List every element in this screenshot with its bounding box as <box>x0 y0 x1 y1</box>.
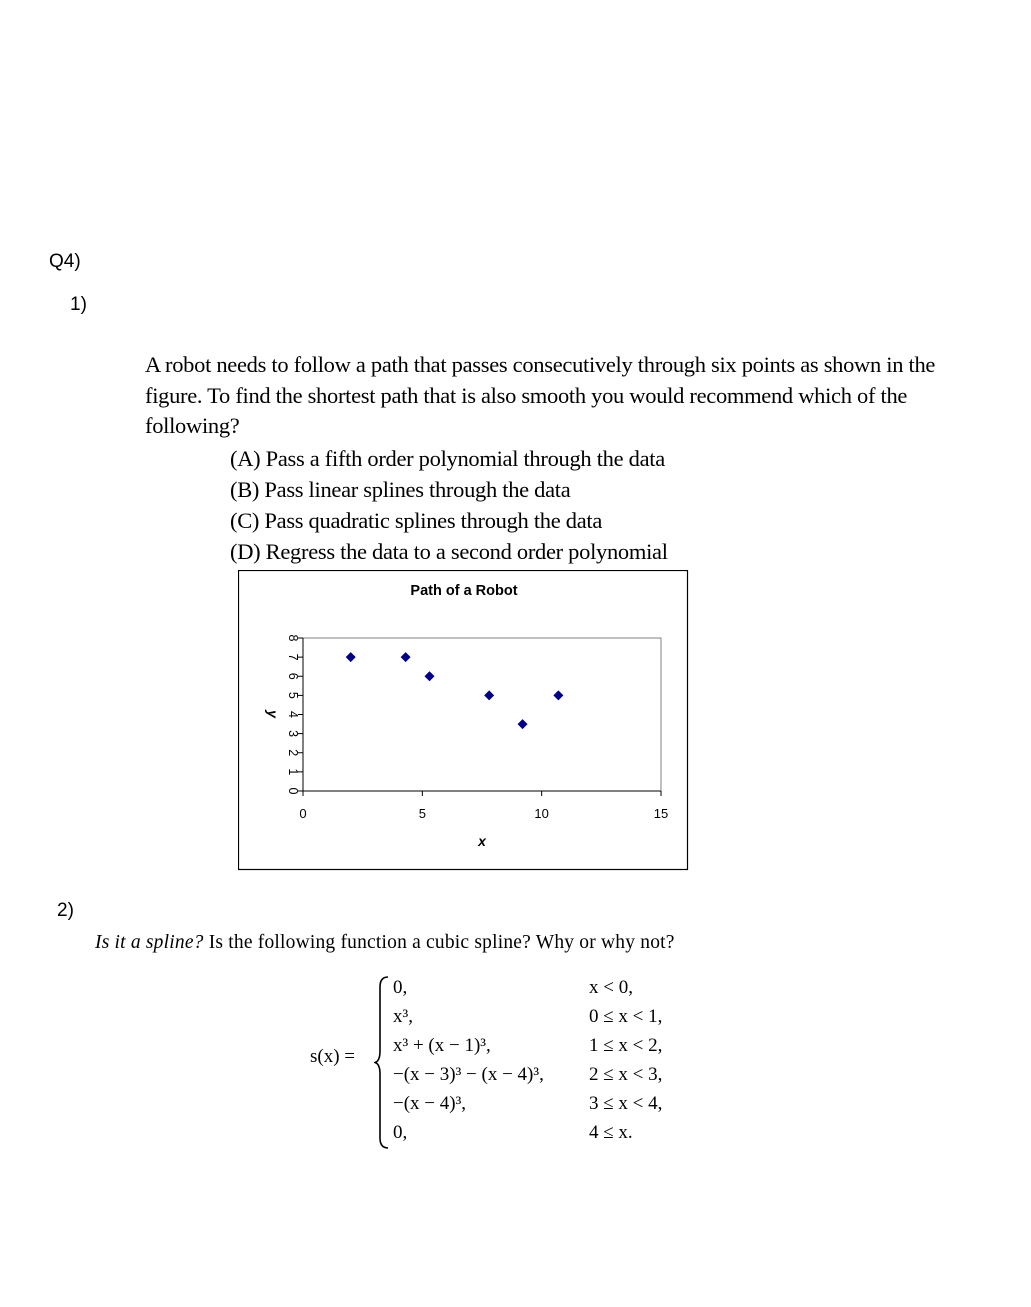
part-1-label: 1) <box>70 294 87 315</box>
y-ticks <box>286 635 303 795</box>
part-2-label: 2) <box>57 900 74 921</box>
part-2-prompt: Is the following function a cubic spline? Why or why not? <box>208 932 675 953</box>
part-2-title: Is it a spline? <box>95 932 204 953</box>
x-axis-label: x <box>478 833 486 849</box>
y-tick-label: 0 <box>286 787 300 795</box>
y-tick-label: 4 <box>286 711 300 718</box>
case-condition: 3 ≤ x < 4, <box>589 1093 663 1114</box>
y-tick-label: 2 <box>286 749 300 757</box>
chart-frame <box>239 571 688 870</box>
case-condition: 1 ≤ x < 2, <box>589 1035 663 1056</box>
robot-path-chart <box>238 570 690 877</box>
chart-title: Path of a Robot <box>410 583 518 599</box>
case-expr: x³ + (x − 1)³, <box>393 1035 491 1056</box>
option-c[interactable]: (C) Pass quadratic splines through the data <box>230 508 603 533</box>
case-expr: 0, <box>393 977 408 998</box>
question-stem: A robot needs to follow a path that passes consecutively through six points as shown in the figure. To find the shortest path that is also smooth you would recommend which of the following? <box>145 352 936 438</box>
case-condition: 0 ≤ x < 1, <box>589 1006 663 1027</box>
y-tick-label: 6 <box>286 672 300 680</box>
answer-options <box>230 443 668 567</box>
case-expr: x³, <box>393 1006 413 1027</box>
x-tick-label: 0 <box>299 806 307 821</box>
x-tick-label: 5 <box>418 806 426 821</box>
y-tick-label: 5 <box>286 691 300 699</box>
option-b[interactable]: (B) Pass linear splines through the data <box>230 477 571 502</box>
y-tick-label: 3 <box>286 730 300 738</box>
case-condition: x < 0, <box>589 977 633 998</box>
y-tick-label: 1 <box>286 768 300 776</box>
chart-svg <box>238 570 690 872</box>
part-2-question <box>95 932 675 954</box>
case-expr: 0, <box>393 1122 408 1143</box>
case-expr: −(x − 4)³, <box>393 1093 467 1114</box>
case-condition: 2 ≤ x < 3, <box>589 1064 663 1085</box>
option-d[interactable]: (D) Regress the data to a second order polynomial <box>230 539 668 564</box>
case-condition: 4 ≤ x. <box>589 1122 633 1143</box>
y-tick-label: 7 <box>286 653 300 661</box>
spline-function <box>310 975 730 1150</box>
left-brace-icon <box>374 975 390 1150</box>
y-tick-label: 8 <box>286 634 300 642</box>
x-tick-label: 10 <box>534 806 549 821</box>
function-name: s(x) = <box>310 1046 356 1067</box>
question-label: Q4) <box>49 251 81 272</box>
option-a[interactable]: (A) Pass a fifth order polynomial through the data <box>230 446 665 471</box>
y-axis-label: y <box>265 710 281 718</box>
x-tick-label: 15 <box>653 806 669 821</box>
case-expr: −(x − 3)³ − (x − 4)³, <box>393 1064 544 1085</box>
